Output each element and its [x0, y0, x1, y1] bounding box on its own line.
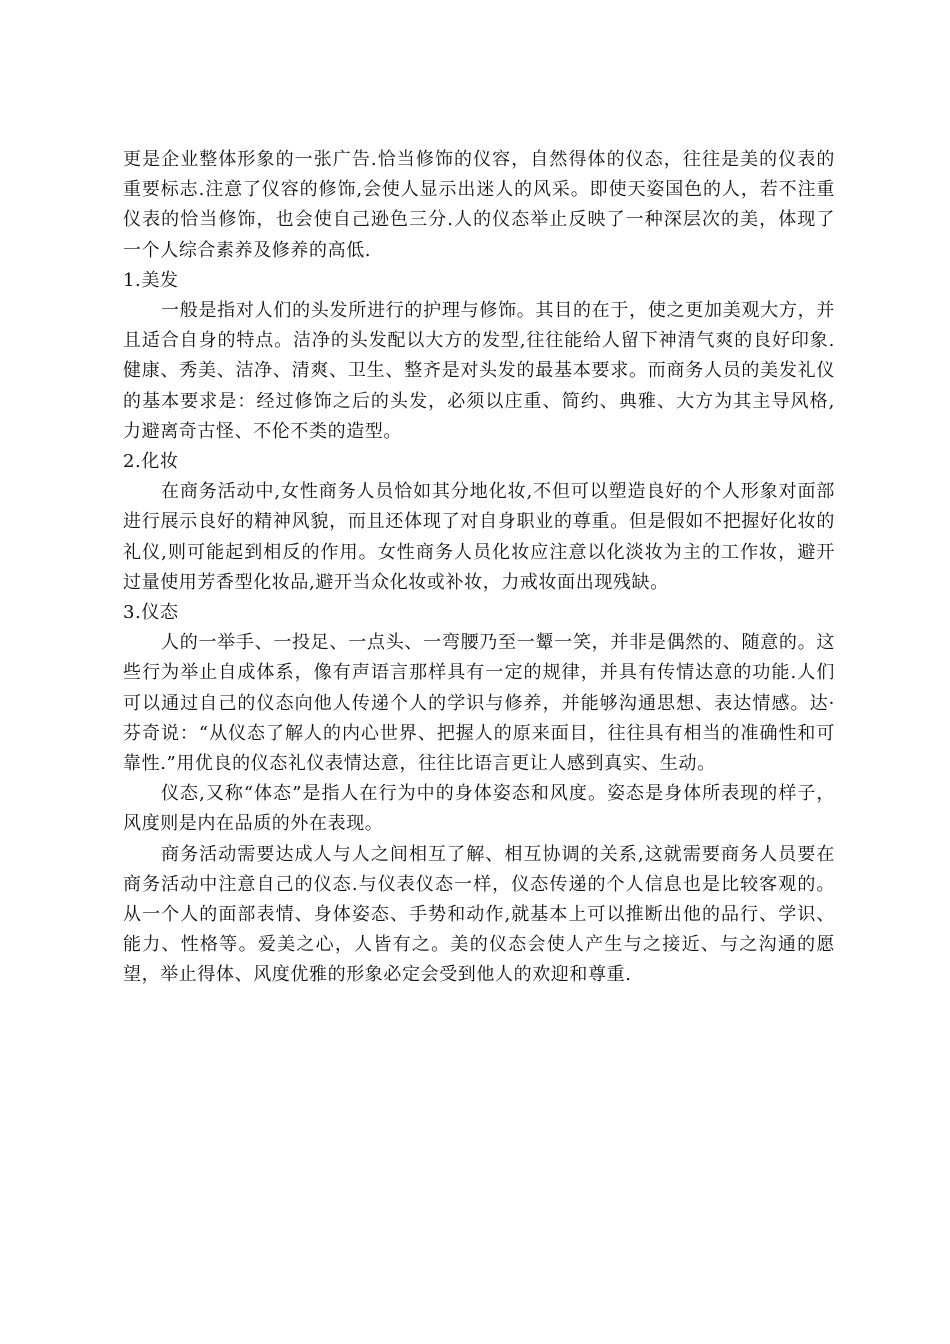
- section-hair-paragraph: 一般是指对人们的头发所进行的护理与修饰。其目的在于，使之更加美观大方，并且适合自身的特点。洁净的头发配以大方的发型,往往能给人留下神清气爽的良好印象.健康、秀美、洁净、清爽、卫生、整齐是对头发的最基本要求。而商务人员的美发礼仪的基本要求是：经过修饰之后的头发，必须以庄重、简约、典雅、大方为其主导风格,力避离奇古怪、不伦不类的造型。: [123, 300, 835, 442]
- section-heading-hair: 1.美发: [123, 269, 179, 291]
- section-heading-makeup: 2.化妆: [123, 451, 179, 473]
- section-heading-posture: 3.仪态: [123, 602, 179, 624]
- section-posture-paragraph-1: 人的一举手、一投足、一点头、一弯腰乃至一颦一笑，并非是偶然的、随意的。这些行为举止自成体系，像有声语言那样具有一定的规律，并具有传情达意的功能.人们可以通过自己的仪态向他人传递个人的学识与修养，并能够沟通思想、表达情感。达·芬奇说：“从仪态了解人的内心世界、把握人的原来面目，往往具有相当的准确性和可靠性.”用优良的仪态礼仪表情达意，往往比语言更让人感到真实、生动。: [123, 632, 835, 775]
- section-posture-paragraph-3: 商务活动需要达成人与人之间相互了解、相互协调的关系,这就需要商务人员要在商务活动中注意自己的仪态.与仪表仪态一样，仪态传递的个人信息也是比较客观的。从一个人的面部表情、身体姿态、手势和动作,就基本上可以推断出他的品行、学识、能力、性格等。爱美之心，人皆有之。美的仪态会使人产生与之接近、与之沟通的愿望，举止得体、风度优雅的形象必定会受到他人的欢迎和尊重.: [123, 843, 835, 986]
- intro-paragraph: 更是企业整体形象的一张广告.恰当修饰的仪容，自然得体的仪态，往往是美的仪表的重要标志.注意了仪容的修饰,会使人显示出迷人的风采。即使天姿国色的人，若不注重仪表的恰当修饰，也会使自己逊色三分.人的仪态举止反映了一种深层次的美，体现了一个人综合素养及修养的高低.: [123, 149, 835, 261]
- section-makeup-paragraph: 在商务活动中,女性商务人员恰如其分地化妆,不但可以塑造良好的个人形象对面部进行展示良好的精神风貌，而且还体现了对自身职业的尊重。但是假如不把握好化妆的礼仪,则可能起到相反的作用。女性商务人员化妆应注意以化淡妆为主的工作妆，避开过量使用芳香型化妆品,避开当众化妆或补妆，力戒妆面出现残缺。: [123, 481, 835, 593]
- document-body: [123, 145, 835, 991]
- section-posture-paragraph-2: 仪态,又称“体态”是指人在行为中的身体姿态和风度。姿态是身体所表现的样子，风度则是内在品质的外在表现。: [123, 783, 835, 835]
